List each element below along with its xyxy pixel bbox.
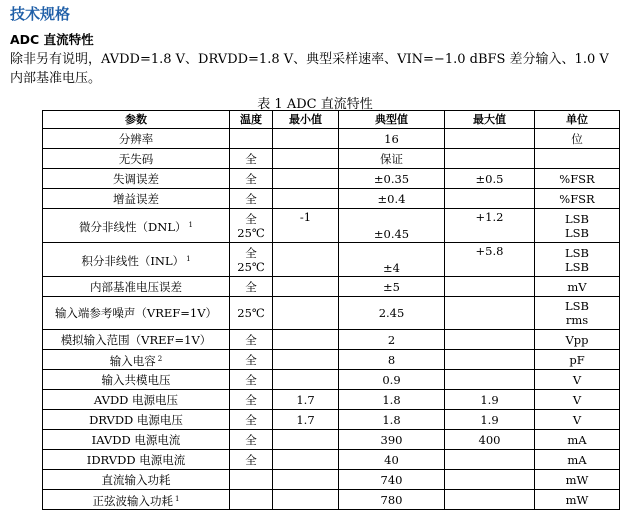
header-param: 参数 — [43, 111, 230, 129]
table-caption: 表 1 ADC 直流特性 — [257, 97, 373, 112]
header-unit: 单位 — [535, 111, 620, 129]
cell-temp — [230, 129, 273, 149]
cell-unit — [535, 330, 620, 350]
temp-value: 25℃ — [237, 306, 265, 320]
cell-temp — [230, 330, 273, 350]
table-row — [43, 189, 620, 209]
cell-max — [445, 277, 535, 297]
cell-param — [43, 430, 230, 450]
unit-value: LSB — [565, 211, 589, 226]
cell-typ — [339, 169, 445, 189]
table-row — [43, 470, 620, 490]
temp-value: 全 — [245, 392, 257, 407]
cell-max — [445, 390, 535, 410]
temp-value: 全 — [245, 352, 257, 367]
param-label: 输入电容 — [109, 353, 156, 368]
cell-temp — [230, 470, 273, 490]
temp-value: 全 — [245, 171, 257, 186]
cell-max — [445, 470, 535, 490]
footnote-mark: 1 — [175, 494, 180, 503]
max-value: +5.8 — [475, 244, 504, 258]
cell-typ — [339, 470, 445, 490]
cell-typ — [339, 297, 445, 330]
cell-min — [273, 350, 339, 370]
cell-typ — [339, 149, 445, 169]
param-label: 无失码 — [118, 151, 154, 166]
cell-temp — [230, 169, 273, 189]
section-title: 技术规格 — [10, 5, 71, 23]
temp-value: 全 — [245, 412, 257, 427]
cell-max — [445, 169, 535, 189]
typ-value: ±5 — [383, 279, 400, 294]
cell-typ — [339, 390, 445, 410]
table-row — [43, 350, 620, 370]
unit-value: LSB — [565, 259, 589, 274]
subsection-title: ADC 直流特性 — [10, 32, 94, 47]
typ-value: 0.9 — [382, 372, 401, 387]
cell-min — [273, 450, 339, 470]
max-value: +1.2 — [475, 210, 504, 224]
param-label: 输入共模电压 — [101, 372, 171, 387]
typ-value: 8 — [387, 352, 396, 367]
cell-unit — [535, 297, 620, 330]
param-label: DRVDD 电源电压 — [89, 412, 183, 427]
cell-temp — [230, 450, 273, 470]
cell-max — [445, 297, 535, 330]
cell-unit — [535, 410, 620, 430]
cell-typ — [339, 129, 445, 149]
cell-typ — [339, 430, 445, 450]
cell-temp — [230, 490, 273, 510]
cell-max — [445, 430, 535, 450]
unit-value: LSB — [565, 245, 589, 260]
temp-value: 25℃ — [237, 259, 265, 274]
table-row — [43, 430, 620, 450]
table-row — [43, 277, 620, 297]
typ-value: ±0.4 — [377, 191, 406, 206]
unit-value: %FSR — [559, 171, 595, 186]
cell-max — [445, 450, 535, 470]
footnote-mark: 2 — [157, 354, 163, 363]
cell-typ — [339, 209, 445, 243]
typ-value: 2.45 — [378, 306, 405, 320]
cell-temp — [230, 350, 273, 370]
max-value: 1.9 — [480, 412, 499, 427]
footnote-mark: 1 — [188, 220, 193, 229]
table-row — [43, 370, 620, 390]
header-max: 最大值 — [445, 111, 535, 129]
table-row — [43, 149, 620, 169]
cell-min — [273, 490, 339, 510]
cell-typ — [339, 450, 445, 470]
typ-value: ±0.35 — [373, 171, 410, 186]
max-value: 1.9 — [480, 392, 499, 407]
typ-value: 390 — [380, 432, 403, 447]
cell-unit — [535, 450, 620, 470]
cell-unit — [535, 169, 620, 189]
cell-param — [43, 169, 230, 189]
param-label: AVDD 电源电压 — [93, 392, 179, 407]
cell-min — [273, 430, 339, 450]
cell-param — [43, 277, 230, 297]
cell-max — [445, 243, 535, 277]
cell-min — [273, 243, 339, 277]
cell-temp — [230, 297, 273, 330]
cell-param — [43, 390, 230, 410]
table-row — [43, 490, 620, 510]
typ-value: 1.8 — [382, 412, 401, 427]
cell-param — [43, 350, 230, 370]
param-label: 正弦波输入功耗 — [92, 493, 174, 508]
cell-typ — [339, 410, 445, 430]
unit-value: V — [572, 372, 582, 387]
cell-temp — [230, 209, 273, 243]
unit-value: Vpp — [565, 332, 589, 347]
typ-value: 1.8 — [382, 392, 401, 407]
cell-min — [273, 209, 339, 243]
cell-typ — [339, 277, 445, 297]
cell-unit — [535, 370, 620, 390]
cell-typ — [339, 330, 445, 350]
cell-max — [445, 370, 535, 390]
typ-value: ±0.45 — [373, 227, 410, 241]
temp-value: 25℃ — [237, 225, 265, 240]
table-row — [43, 410, 620, 430]
temp-value: 全 — [245, 432, 257, 447]
cell-param — [43, 450, 230, 470]
temp-value: 全 — [245, 452, 257, 467]
cell-min — [273, 297, 339, 330]
cell-min — [273, 410, 339, 430]
cell-max — [445, 490, 535, 510]
table-row — [43, 129, 620, 149]
param-label: IDRVDD 电源电流 — [86, 452, 186, 467]
table-body — [43, 129, 620, 510]
unit-value: mW — [565, 472, 589, 487]
cell-min — [273, 277, 339, 297]
table-row — [43, 330, 620, 350]
cell-max — [445, 189, 535, 209]
cell-param — [43, 470, 230, 490]
typ-value: ±4 — [383, 261, 400, 275]
cell-param — [43, 297, 230, 330]
cell-param — [43, 209, 230, 243]
unit-value: %FSR — [559, 191, 595, 206]
table-row — [43, 390, 620, 410]
cell-unit — [535, 390, 620, 410]
max-value: ±0.5 — [475, 171, 504, 186]
cell-unit — [535, 277, 620, 297]
cell-param — [43, 410, 230, 430]
param-label: 积分非线性（INL） — [81, 253, 185, 268]
param-label: 失调误差 — [113, 171, 159, 186]
intro-paragraph: 除非另有说明，AVDD=1.8 V、DRVDD=1.8 V、典型采样速率、VIN=−1.0 dBFS 差分输入、1.0 V 内部基准电压。 — [10, 52, 609, 86]
table-row — [43, 297, 620, 330]
adc-dc-spec-table — [42, 110, 620, 510]
cell-temp — [230, 410, 273, 430]
cell-max — [445, 350, 535, 370]
cell-param — [43, 370, 230, 390]
cell-unit — [535, 129, 620, 149]
cell-temp — [230, 390, 273, 410]
cell-temp — [230, 370, 273, 390]
cell-unit — [535, 430, 620, 450]
cell-max — [445, 330, 535, 350]
unit-value: rms — [565, 313, 589, 327]
min-value: 1.7 — [296, 412, 315, 427]
unit-value: pF — [569, 352, 585, 367]
table-row — [43, 209, 620, 243]
unit-value: 位 — [571, 131, 583, 146]
cell-param — [43, 149, 230, 169]
temp-value: 全 — [245, 151, 257, 166]
unit-value: mA — [567, 432, 587, 447]
header-typ: 典型值 — [339, 111, 445, 129]
cell-min — [273, 129, 339, 149]
unit-value: V — [572, 412, 582, 427]
temp-value: 全 — [245, 332, 257, 347]
unit-value: mV — [567, 279, 587, 294]
param-label: 内部基准电压误差 — [90, 279, 182, 294]
temp-value: 全 — [245, 372, 257, 387]
cell-min — [273, 189, 339, 209]
param-label: 微分非线性（DNL） — [79, 219, 187, 234]
cell-min — [273, 169, 339, 189]
cell-param — [43, 189, 230, 209]
cell-param — [43, 490, 230, 510]
cell-unit — [535, 189, 620, 209]
cell-unit — [535, 243, 620, 277]
typ-value: 保证 — [380, 151, 403, 166]
temp-value: 全 — [245, 211, 257, 226]
temp-value: 全 — [245, 191, 257, 206]
header-min: 最小值 — [273, 111, 339, 129]
typ-value: 16 — [384, 131, 399, 146]
cell-max — [445, 149, 535, 169]
cell-temp — [230, 189, 273, 209]
table-header-row — [43, 111, 620, 129]
cell-param — [43, 129, 230, 149]
header-temp: 温度 — [230, 111, 273, 129]
table-row — [43, 169, 620, 189]
cell-min — [273, 330, 339, 350]
param-label: IAVDD 电源电流 — [91, 432, 181, 447]
cell-max — [445, 129, 535, 149]
unit-value: LSB — [565, 299, 589, 313]
cell-typ — [339, 350, 445, 370]
table-row — [43, 450, 620, 470]
cell-typ — [339, 189, 445, 209]
max-value: 400 — [478, 432, 501, 447]
cell-min — [273, 370, 339, 390]
typ-value: 740 — [380, 472, 403, 487]
param-label: 输入端参考噪声（VREF=1V） — [54, 306, 218, 320]
cell-typ — [339, 490, 445, 510]
cell-param — [43, 330, 230, 350]
cell-max — [445, 209, 535, 243]
footnote-mark: 1 — [186, 254, 191, 263]
cell-min — [273, 390, 339, 410]
cell-temp — [230, 243, 273, 277]
typ-value: 2 — [387, 332, 396, 347]
cell-unit — [535, 209, 620, 243]
cell-min — [273, 470, 339, 490]
cell-typ — [339, 370, 445, 390]
cell-unit — [535, 490, 620, 510]
cell-typ — [339, 243, 445, 277]
cell-param — [43, 243, 230, 277]
param-label: 增益误差 — [113, 191, 159, 206]
cell-min — [273, 149, 339, 169]
param-label: 直流输入功耗 — [101, 472, 171, 487]
unit-value: LSB — [565, 225, 589, 240]
param-label: 分辨率 — [118, 131, 154, 146]
typ-value: 40 — [384, 452, 399, 467]
min-value: 1.7 — [296, 392, 315, 407]
cell-unit — [535, 350, 620, 370]
cell-unit — [535, 149, 620, 169]
temp-value: 全 — [245, 279, 257, 294]
typ-value: 780 — [380, 492, 403, 507]
cell-temp — [230, 149, 273, 169]
cell-temp — [230, 430, 273, 450]
min-value: -1 — [299, 210, 312, 224]
unit-value: mW — [565, 492, 589, 507]
unit-value: mA — [567, 452, 587, 467]
table-row — [43, 243, 620, 277]
cell-max — [445, 410, 535, 430]
cell-temp — [230, 277, 273, 297]
param-label: 模拟输入范围（VREF=1V） — [60, 332, 212, 347]
cell-unit — [535, 470, 620, 490]
unit-value: V — [572, 392, 582, 407]
temp-value: 全 — [245, 245, 257, 260]
